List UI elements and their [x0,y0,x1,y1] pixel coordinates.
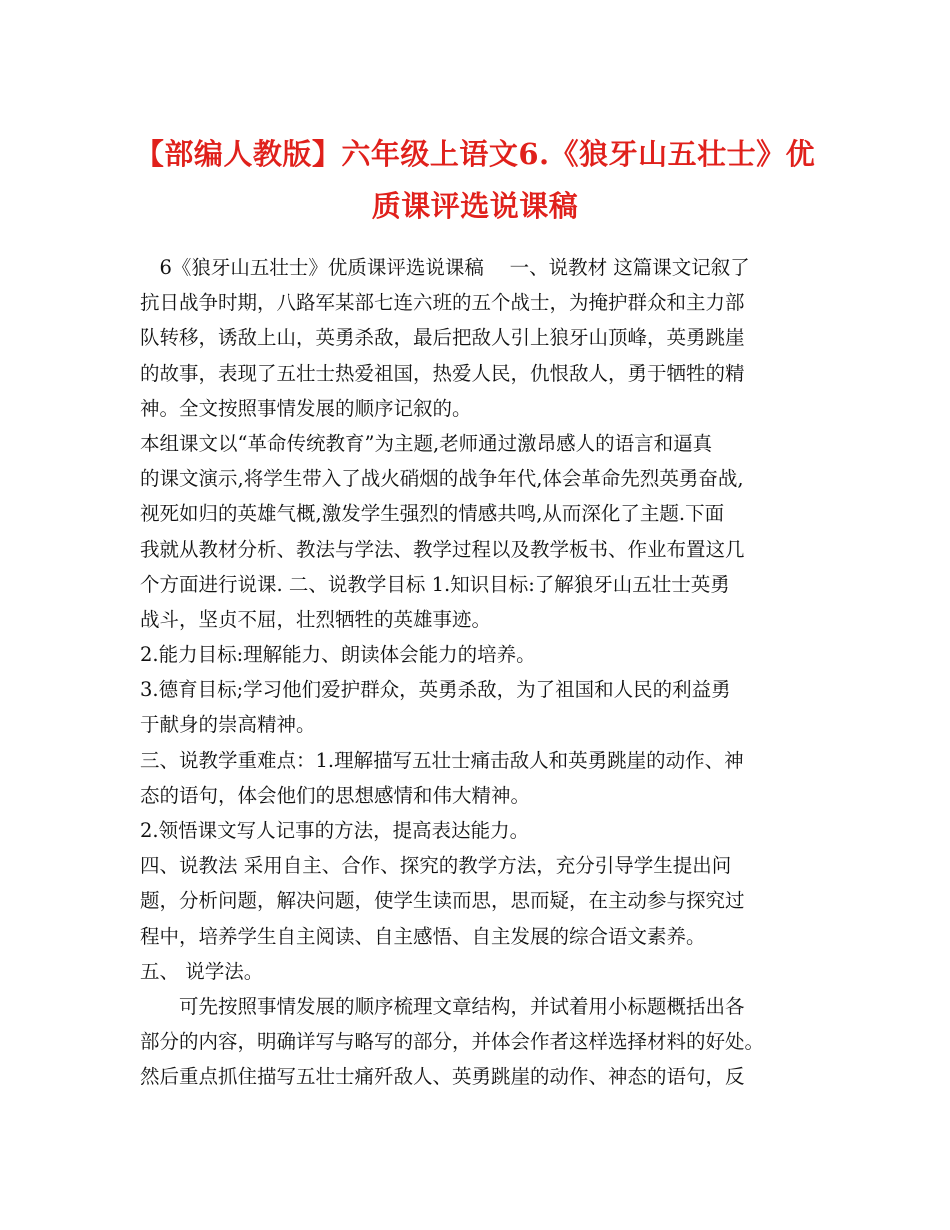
body-line: 的故事，表现了五壮士热爱祖国，热爱人民，仇恨敌人，勇于牺牲的精 [140,361,745,385]
body-line: 五、 说学法。 [140,959,264,983]
body-line: 的课文演示,将学生带入了战火硝烟的战争年代,体会革命先烈英勇奋战, [140,467,744,491]
body-line: 抗日战争时期，八路军某部七连六班的五个战士，为掩护群众和主力部 [140,291,745,315]
document-body [140,250,820,1095]
body-line: 四、说教法 采用自主、合作、探究的教学方法，充分引导学生提出问 [140,854,732,878]
body-line: 6《狼牙山五壮士》优质课评选说课稿 一、说教材 这篇课文记叙了 [140,256,750,279]
body-line: 视死如归的英雄气概,激发学生强烈的情感共鸣,从而深化了主题.下面 [140,502,725,526]
title-line-1: 【部编人教版】六年级上语文6.《狼牙山五壮士》优 [134,137,816,171]
body-line: 神。全文按照事情发展的顺序记叙的。 [140,396,472,420]
body-line: 部分的内容，明确详写与略写的部分，并体会作者这样选择材料的好处。 [140,1030,765,1054]
body-line: 个方面进行说课. 二、说教学目标 1.知识目标:了解狼牙山五壮士英勇 [140,572,730,596]
body-line: 队转移，诱敌上山，英勇杀敌，最后把敌人引上狼牙山顶峰，英勇跳崖 [140,326,745,350]
body-line: 可先按照事情发展的顺序梳理文章结构，并试着用小标题概括出各 [140,994,745,1018]
body-line: 态的语句，体会他们的思想感情和伟大精神。 [140,783,531,807]
body-line: 然后重点抓住描写五壮士痛歼敌人、英勇跳崖的动作、神态的语句，反 [140,1065,745,1089]
body-line: 3.德育目标;学习他们爱护群众，英勇杀敌，为了祖国和人民的利益勇 [140,678,731,702]
body-line: 战斗，坚贞不屈，壮烈牺牲的英雄事迹。 [140,607,492,631]
title-line-2: 质课评选说课稿 [371,189,579,223]
document-title [120,128,830,232]
body-line: 程中，培养学生自主阅读、自主感悟、自主发展的综合语文素养。 [140,924,706,948]
body-line: 题，分析问题，解决问题，使学生读而思，思而疑，在主动参与探究过 [140,889,745,913]
body-line: 我就从教材分析、教法与学法、教学过程以及教学板书、作业布置这几 [140,537,745,561]
body-line: 2.能力目标:理解能力、朗读体会能力的培养。 [140,643,536,667]
body-line: 于献身的崇高精神。 [140,713,316,737]
body-line: 本组课文以“革命传统教育”为主题,老师通过激昂感人的语言和逼真 [140,431,713,455]
body-line: 三、说教学重难点：1.理解描写五壮士痛击敌人和英勇跳崖的动作、神 [140,748,744,772]
body-line: 2.领悟课文写人记事的方法，提高表达能力。 [140,819,530,842]
